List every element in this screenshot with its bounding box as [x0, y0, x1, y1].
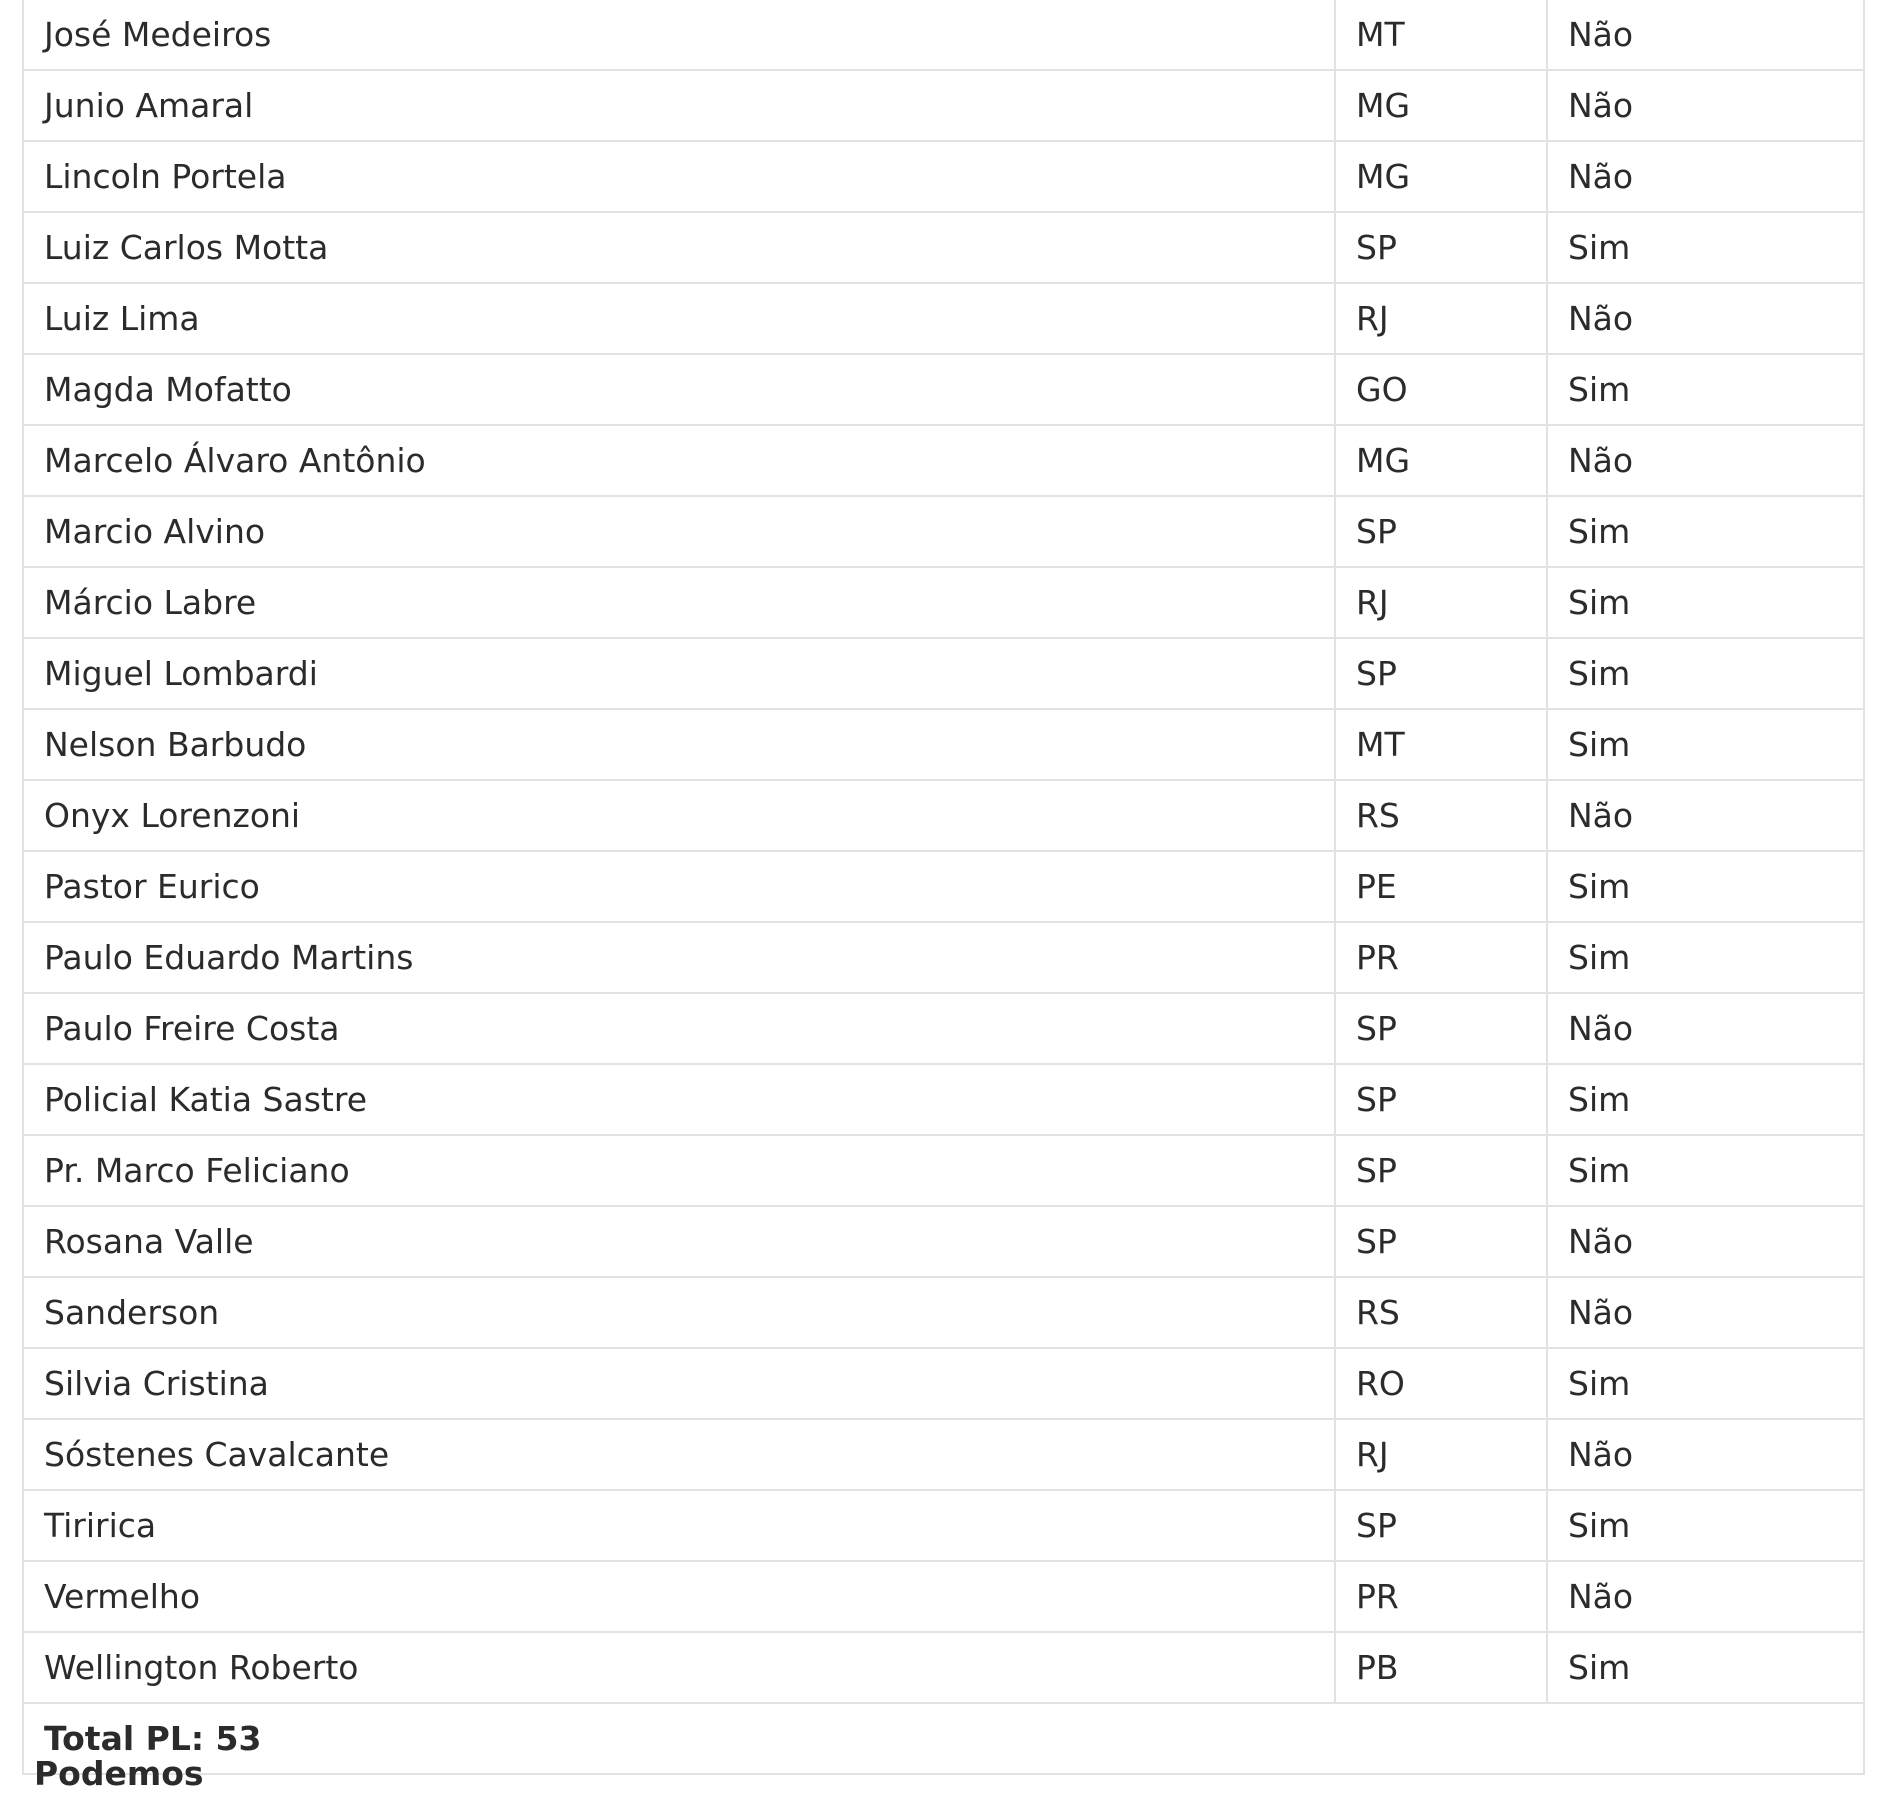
deputy-name: Vermelho [23, 1561, 1335, 1632]
table-row [23, 1632, 1864, 1703]
deputy-vote: Sim [1547, 496, 1864, 567]
deputy-name: Marcelo Álvaro Antônio [23, 425, 1335, 496]
table-row [23, 993, 1864, 1064]
deputy-name: Nelson Barbudo [23, 709, 1335, 780]
deputy-vote: Sim [1547, 851, 1864, 922]
deputy-state: PR [1335, 1561, 1547, 1632]
deputy-vote: Não [1547, 425, 1864, 496]
deputy-state: MT [1335, 709, 1547, 780]
deputy-vote: Sim [1547, 1064, 1864, 1135]
deputy-name: Luiz Lima [23, 283, 1335, 354]
deputy-vote: Não [1547, 1561, 1864, 1632]
deputy-name: Paulo Eduardo Martins [23, 922, 1335, 993]
deputy-name: Márcio Labre [23, 567, 1335, 638]
table-row [23, 1277, 1864, 1348]
table-row [23, 1348, 1864, 1419]
votes-table [22, 0, 1865, 1775]
deputy-vote: Sim [1547, 638, 1864, 709]
deputy-name: Sóstenes Cavalcante [23, 1419, 1335, 1490]
deputy-vote: Sim [1547, 1490, 1864, 1561]
table-row [23, 212, 1864, 283]
deputy-vote: Sim [1547, 922, 1864, 993]
table-row [23, 496, 1864, 567]
deputy-state: RO [1335, 1348, 1547, 1419]
deputy-state: SP [1335, 1490, 1547, 1561]
deputy-vote: Sim [1547, 212, 1864, 283]
deputy-name: Rosana Valle [23, 1206, 1335, 1277]
deputy-state: RS [1335, 780, 1547, 851]
table-row [23, 425, 1864, 496]
deputy-vote: Não [1547, 780, 1864, 851]
table-row [23, 638, 1864, 709]
table-row [23, 922, 1864, 993]
deputy-vote: Não [1547, 1277, 1864, 1348]
table-row [23, 283, 1864, 354]
table-row [23, 1135, 1864, 1206]
table-row [23, 1419, 1864, 1490]
deputy-name: Onyx Lorenzoni [23, 780, 1335, 851]
table-row [23, 1490, 1864, 1561]
deputy-vote: Sim [1547, 1348, 1864, 1419]
deputy-vote: Não [1547, 0, 1864, 70]
deputy-state: RJ [1335, 283, 1547, 354]
deputy-vote: Não [1547, 1206, 1864, 1277]
deputy-state: RS [1335, 1277, 1547, 1348]
deputy-name: Junio Amaral [23, 70, 1335, 141]
deputy-state: SP [1335, 496, 1547, 567]
deputy-vote: Não [1547, 283, 1864, 354]
deputy-name: Paulo Freire Costa [23, 993, 1335, 1064]
deputy-state: SP [1335, 638, 1547, 709]
deputy-state: RJ [1335, 1419, 1547, 1490]
deputy-name: Sanderson [23, 1277, 1335, 1348]
deputy-name: José Medeiros [23, 0, 1335, 70]
table-row [23, 1206, 1864, 1277]
deputy-vote: Sim [1547, 1135, 1864, 1206]
table-row [23, 141, 1864, 212]
deputy-name: Silvia Cristina [23, 1348, 1335, 1419]
next-party-heading: Podemos [34, 1754, 204, 1793]
deputy-name: Wellington Roberto [23, 1632, 1335, 1703]
table-row [23, 0, 1864, 70]
deputy-name: Luiz Carlos Motta [23, 212, 1335, 283]
table-row [23, 70, 1864, 141]
deputy-vote: Sim [1547, 709, 1864, 780]
table-row [23, 780, 1864, 851]
deputy-state: SP [1335, 1135, 1547, 1206]
deputy-vote: Não [1547, 141, 1864, 212]
deputy-state: MG [1335, 141, 1547, 212]
party-total: Total PL: 53 [23, 1703, 1864, 1774]
table-row [23, 354, 1864, 425]
deputy-vote: Não [1547, 70, 1864, 141]
total-row [23, 1703, 1864, 1774]
deputy-vote: Não [1547, 993, 1864, 1064]
table-row [23, 1561, 1864, 1632]
deputy-name: Pr. Marco Feliciano [23, 1135, 1335, 1206]
deputy-state: PR [1335, 922, 1547, 993]
deputy-name: Marcio Alvino [23, 496, 1335, 567]
deputy-state: PB [1335, 1632, 1547, 1703]
deputy-vote: Não [1547, 1419, 1864, 1490]
deputy-name: Policial Katia Sastre [23, 1064, 1335, 1135]
deputy-state: SP [1335, 993, 1547, 1064]
deputy-state: GO [1335, 354, 1547, 425]
deputy-name: Tiririca [23, 1490, 1335, 1561]
deputy-state: SP [1335, 1206, 1547, 1277]
deputy-vote: Sim [1547, 1632, 1864, 1703]
deputy-name: Miguel Lombardi [23, 638, 1335, 709]
deputy-state: SP [1335, 212, 1547, 283]
deputy-name: Pastor Eurico [23, 851, 1335, 922]
deputy-vote: Sim [1547, 567, 1864, 638]
deputy-state: RJ [1335, 567, 1547, 638]
deputy-state: MG [1335, 425, 1547, 496]
deputy-state: MT [1335, 0, 1547, 70]
table-row [23, 709, 1864, 780]
deputy-state: SP [1335, 1064, 1547, 1135]
table-row [23, 851, 1864, 922]
deputy-state: MG [1335, 70, 1547, 141]
table-row [23, 1064, 1864, 1135]
deputy-name: Magda Mofatto [23, 354, 1335, 425]
deputy-state: PE [1335, 851, 1547, 922]
table-row [23, 567, 1864, 638]
deputy-vote: Sim [1547, 354, 1864, 425]
deputy-name: Lincoln Portela [23, 141, 1335, 212]
votes-table-body [23, 0, 1864, 1774]
